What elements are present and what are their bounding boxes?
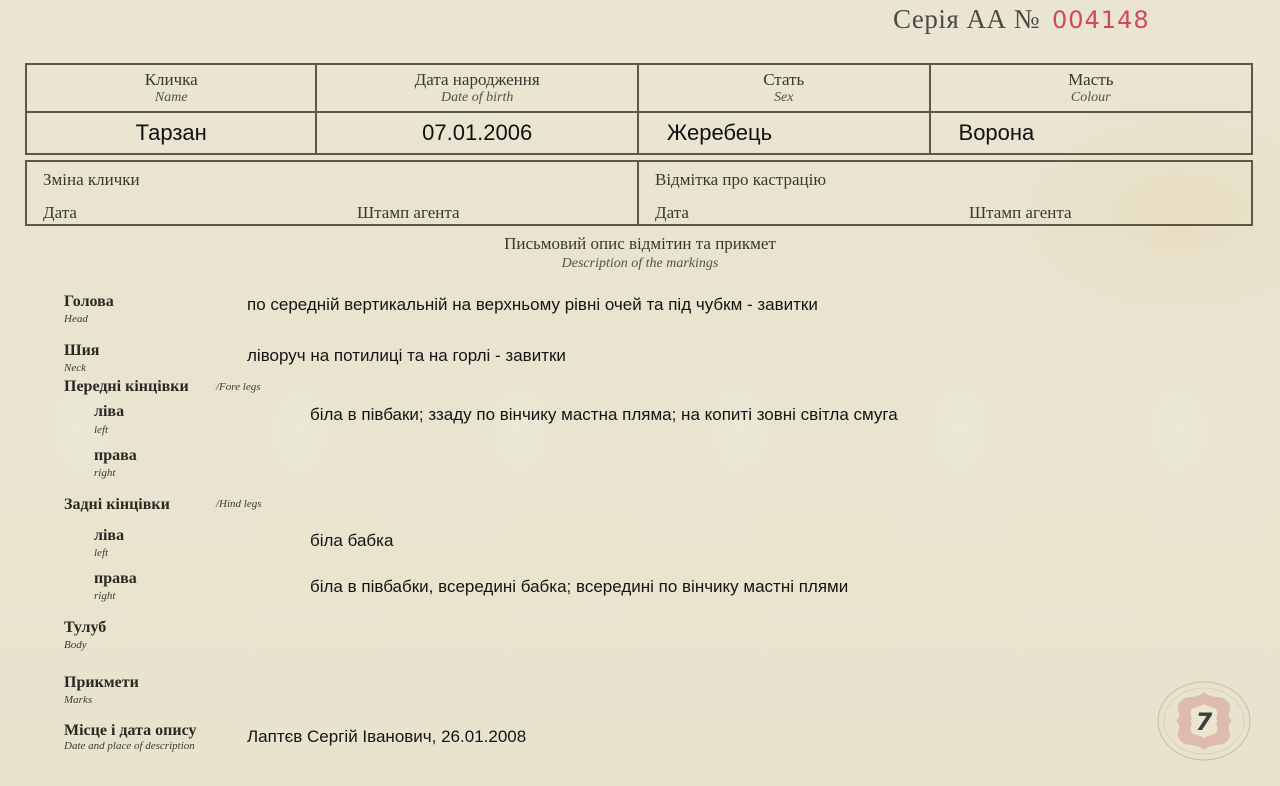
serial-number	[893, 4, 1150, 35]
fore-legs-label-en: /Fore legs	[216, 381, 261, 393]
castration-cell	[638, 161, 1252, 225]
sex-header: Стать Sex	[638, 64, 930, 112]
serial-label: Серія АА №	[893, 4, 1041, 34]
head-label: Голова	[64, 293, 114, 310]
dob-value: 07.01.2006	[422, 120, 533, 145]
description-subtitle: Description of the markings	[561, 256, 719, 271]
hind-legs-label: Задні кінцівки	[64, 496, 170, 513]
hind-left-label-en: left	[94, 547, 109, 559]
fore-left-label: ліва	[94, 403, 125, 420]
fore-legs-label: Передні кінцівки	[64, 378, 189, 395]
hind-right-label: права	[94, 570, 137, 587]
svg-text:7: 7	[1195, 708, 1213, 736]
head-value: по середній вертикальній на верхньому рівні очей та під чубкм - завитки	[247, 295, 818, 314]
fore-left-value: біла в півбаки; ззаду по вінчику мастна пляма; на копиті зовні світла смуга	[310, 405, 898, 424]
place-date-label: Місце і дата опису	[64, 722, 197, 739]
hind-right-label-en: right	[94, 590, 116, 602]
name-header: Кличка Name	[26, 64, 316, 112]
hind-left-value: біла бабка	[310, 531, 394, 550]
neck-label: Шия	[64, 342, 100, 359]
castration-title: Відмітка про кастрацію	[655, 170, 827, 189]
dob-value-cell	[316, 112, 637, 154]
sex-value: Жеребець	[666, 120, 773, 145]
fore-right-label: права	[94, 447, 137, 464]
name-value: Тарзан	[135, 120, 207, 145]
colour-value: Ворона	[958, 120, 1035, 145]
changes-table	[25, 160, 1253, 226]
description-title: Письмовий опис відмітин та прикмет	[504, 234, 776, 253]
colour-header: Масть Colour	[930, 64, 1252, 112]
marks-label-en: Marks	[64, 694, 93, 706]
hind-right-value: біла в півбабки, всередині бабка; всередині по вінчику мастні плями	[310, 577, 849, 596]
place-date-label-en: Date and place of description	[64, 740, 195, 752]
name-change-title: Зміна клички	[43, 170, 140, 189]
marks-label: Прикмети	[64, 674, 139, 691]
sex-value-cell	[638, 112, 930, 154]
page-number-seal-icon	[1156, 680, 1252, 762]
hind-legs-label-en: /Hind legs	[216, 498, 262, 510]
neck-value: ліворуч на потилиці та на горлі - завитки	[247, 346, 566, 365]
name-value-cell	[26, 112, 316, 154]
fore-left-label-en: left	[94, 424, 109, 436]
place-date-value: Лаптєв Сергій Іванович, 26.01.2008	[247, 727, 527, 746]
name-change-date-label: Дата	[43, 203, 77, 222]
head-label-en: Head	[64, 313, 88, 325]
fore-right-label-en: right	[94, 467, 116, 479]
body-label-en: Body	[64, 639, 87, 651]
identity-table	[25, 63, 1253, 155]
dob-header: Дата народження Date of birth	[316, 64, 637, 112]
name-change-stamp-label: Штамп агента	[357, 203, 460, 222]
name-change-cell	[26, 161, 638, 225]
colour-value-cell	[930, 112, 1252, 154]
castration-stamp-label: Штамп агента	[969, 203, 1072, 222]
neck-label-en: Neck	[64, 362, 86, 374]
castration-date-label: Дата	[655, 203, 689, 222]
serial-value: 004148	[1052, 6, 1150, 34]
body-label: Тулуб	[64, 619, 107, 636]
hind-left-label: ліва	[94, 527, 125, 544]
